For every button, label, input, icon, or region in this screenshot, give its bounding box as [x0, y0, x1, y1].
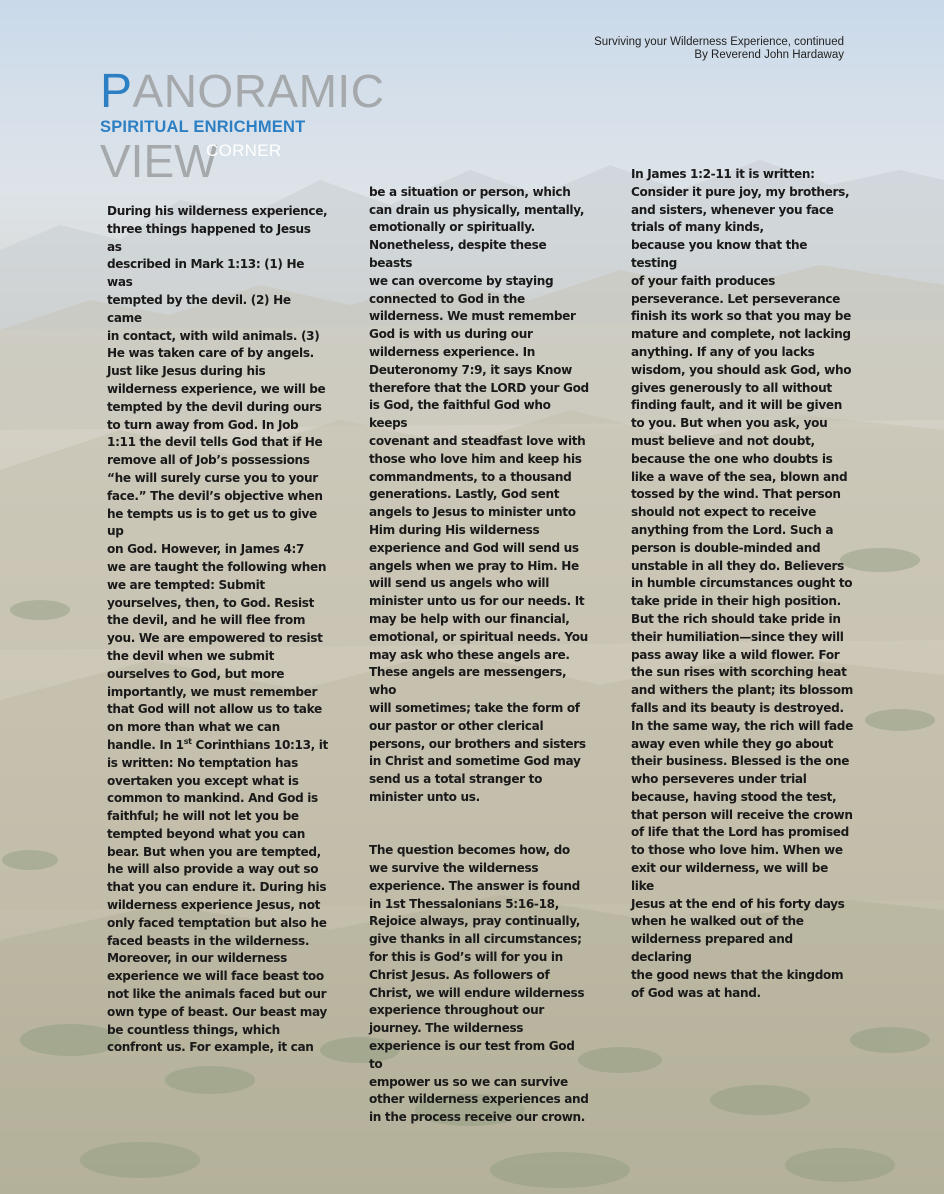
- col3-paragraph: In James 1:2-11 it is written: Consider it pure joy, my brothers, and sisters, whenever you face trials of many kinds, because you know that the testing of your faith produces perseverance. Let perseverance finish its work so that you may be mature and complete, not lacking anything. If any of you lacks wisdom, you should ask God, who gives generously to all without finding fault, and it will be given to you. But when you ask, you must believe and not doubt, because the one who doubts is like a wave of the sea, blown and tossed by the wind. That person should not expect to receive anything from the Lord. Such a person is double-minded and unstable in all they do. Believers in humble circumstances ought to take pride in their high position. But the rich should take pride in their humiliation—since they will pass away like a wild flower. For the sun rises with scorching heat and withers the plant; its blossom falls and its beauty is destroyed. In the same way, the rich will fade away even while they go about their business. Blessed is the one who perseveres under trial because, having stood the test, that person will receive the crown of life that the Lord has promised to those who love him. When we exit our wilderness, we will be like Jesus at the end of his forty days when he walked out of the wilderness prepared and declaring the good news that the kingdom of God was at hand.: [631, 167, 853, 1000]
- col1-text-a: During his wilderness experience, three things happened to Jesus as described in Mark 1:13: (1) He was tempted by the devil. (2) He came in contact, with wild animals. (3) He was taken care of by angels. Just like Jesus during his wilderness experience, we will be tempted by the devil during ours to turn away from God. In Job 1:11 the devil tells God that if He remove all of Job’s possessions “he will surely curse you to your face.” The devil’s objective when he tempts us is to get us to give up on God. However, in James 4:7 we are taught the following when we are tempted: Submit yourselves, then, to God. Resist the devil, and he will flee from you. We are empowered to resist the devil when we submit ourselves to God, but more importantly, we must remember that God will not allow us to take on more than what we can handle. In 1: [107, 204, 328, 752]
- masthead-corner: CORNER: [206, 141, 282, 160]
- header-byline: By Reverend John Hardaway: [694, 49, 844, 61]
- masthead-view-row: [100, 135, 384, 187]
- col1-superscript: st: [183, 736, 192, 746]
- col1-text-b: Corinthians 10:13, it is written: No temptation has overtaken you except what is common to mankind. And God is faithful; he will not let you be tempted beyond what you can bear. But when you are tempted, he will also provide a way out so that you can endure it. During his wilderness experience Jesus, not only faced temptation but also he faced beasts in the wilderness. Moreover, in our wilderness experience we will face beast too not like the animals faced but our own type of beast. Our beast may be countless things, which confront us. For example, it can: [107, 737, 328, 1055]
- masthead-view: VIEW: [100, 135, 218, 187]
- article-column-1: [107, 203, 329, 1057]
- masthead-initial: P: [100, 65, 133, 118]
- article-column-3: [631, 166, 853, 1002]
- col2-paragraph-2: The question becomes how, do we survive the wilderness experience. The answer is found in 1st Thessalonians 5:16-18, Rejoice always, pray continually, give thanks in all circumstances; for this is God’s will for you in Christ Jesus. As followers of Christ, we will endure wilderness experience throughout our journey. The wilderness experience is our test from God to empower us so we can survive other wilderness experiences and in the process receive our crown.: [369, 843, 589, 1125]
- page-header: [594, 36, 844, 62]
- masthead: [100, 65, 385, 187]
- header-title: Surviving your Wilderness Experience, continued: [594, 36, 844, 48]
- col2-paragraph-1: be a situation or person, which can drain us physically, mentally, emotionally or spiritually. Nonetheless, despite these beasts we can overcome by staying connected to God in the wilderness. We must remember God is with us during our wilderness experience. In Deuteronomy 7:9, it says Know therefore that the LORD your God is God, the faithful God who keeps covenant and steadfast love with those who love him and keep his commandments, to a thousand generations. Lastly, God sent angels to Jesus to minister unto Him during His wilderness experience and God will send us angels when we pray to Him. He will send us angels who will minister unto us for our needs. It may be help with our financial, emotional, or spiritual needs. You may ask who these angels are. These angels are messengers, who will sometimes; take the form of our pastor or other clerical persons, our brothers and sisters in Christ and sometime God may send us a total stranger to minister unto us.: [369, 184, 589, 804]
- article-column-2: [369, 166, 591, 1145]
- masthead-panoramic-rest: ANORAMIC: [132, 65, 385, 117]
- masthead-spiritual-enrichment: SPIRITUAL ENRICHMENT: [100, 118, 306, 136]
- masthead-panoramic: [100, 66, 384, 117]
